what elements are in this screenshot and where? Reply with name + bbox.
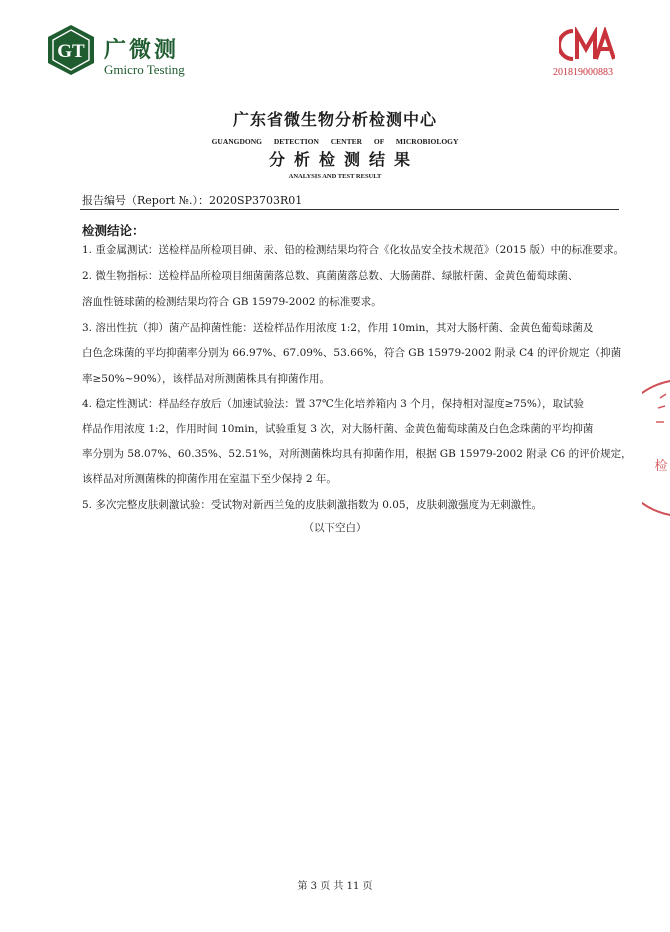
conclusion-line: 白色念珠菌的平均抑菌率分别为 66.97%、67.09%、53.66%，符合 GB 15979-2002 附录 C4 的评价规定（抑菌 [82, 347, 622, 359]
official-seal-fragment [642, 378, 670, 518]
conclusion-line: 5. 多次完整皮肤刺激试验：受试物对新西兰兔的皮肤刺激指数为 0.05，皮肤刺激强度为无刺激性。 [82, 499, 543, 511]
seal-character: 检 [654, 459, 668, 474]
brand-name-cn: 广微测 [104, 38, 180, 63]
org-title-cn: 广东省微生物分析检测中心 [232, 110, 437, 129]
brand-name-en: Gmicro Testing [104, 62, 185, 77]
conclusion-line: 率分别为 58.07%、60.35%、52.51%，对所测菌株均具有抑菌作用，根据 GB 15979-2002 附录 C6 的评价规定， [82, 448, 632, 460]
blank-note: （以下空白） [303, 522, 367, 534]
conclusion-line: 4. 稳定性测试：样品经存放后（加速试验法：置 37℃生化培养箱内 3 个月，保持相对湿度≥75%），取试验 [82, 398, 585, 410]
conclusion-line: 1. 重金属测试：送检样品所检项目砷、汞、铅的检测结果均符合《化妆品安全技术规范》（2015 版）中的标准要求。 [82, 244, 625, 256]
conclusion-line: 3. 溶出性抗（抑）菌产品抑菌性能：送检样品作用浓度 1:2，作用 10min，其对大肠杆菌、金黄色葡萄球菌及 [82, 322, 594, 334]
logo-letters: GT [57, 41, 85, 62]
cma-mark [559, 27, 615, 63]
conclusion-line: 溶血性链球菌的检测结果均符合 GB 15979-2002 的标准要求。 [82, 296, 382, 308]
header-divider [80, 209, 619, 210]
conclusion-line: 率≥50%~90%），该样品对所测菌株具有抑菌作用。 [82, 373, 331, 385]
conclusion-heading: 检测结论： [82, 223, 145, 238]
gt-logo-badge [46, 24, 96, 76]
org-title-en: GUANGDONG DETECTION CENTER OF MICROBIOLOGY [211, 137, 459, 146]
conclusion-line: 2. 微生物指标：送检样品所检项目细菌菌落总数、真菌菌落总数、大肠菌群、绿脓杆菌、金黄色葡萄球菌、 [82, 270, 579, 282]
conclusion-line: 该样品对所测菌株的抑菌作用在室温下至少保持 2 年。 [82, 473, 337, 485]
doc-title-cn: 分析检测结果 [268, 150, 419, 169]
report-number: 报告编号（Report №.）：2020SP3703R01 [82, 194, 303, 207]
cma-number: 201819000883 [553, 67, 613, 78]
conclusion-line: 样品作用浓度 1:2，作用时间 10min，试验重复 3 次，对大肠杆菌、金黄色葡萄球菌及白色念珠菌的平均抑菌 [82, 423, 594, 435]
doc-title-en: ANALYSIS AND TEST RESULT [288, 173, 382, 180]
page-number: 第 3 页 共 11 页 [297, 881, 373, 892]
